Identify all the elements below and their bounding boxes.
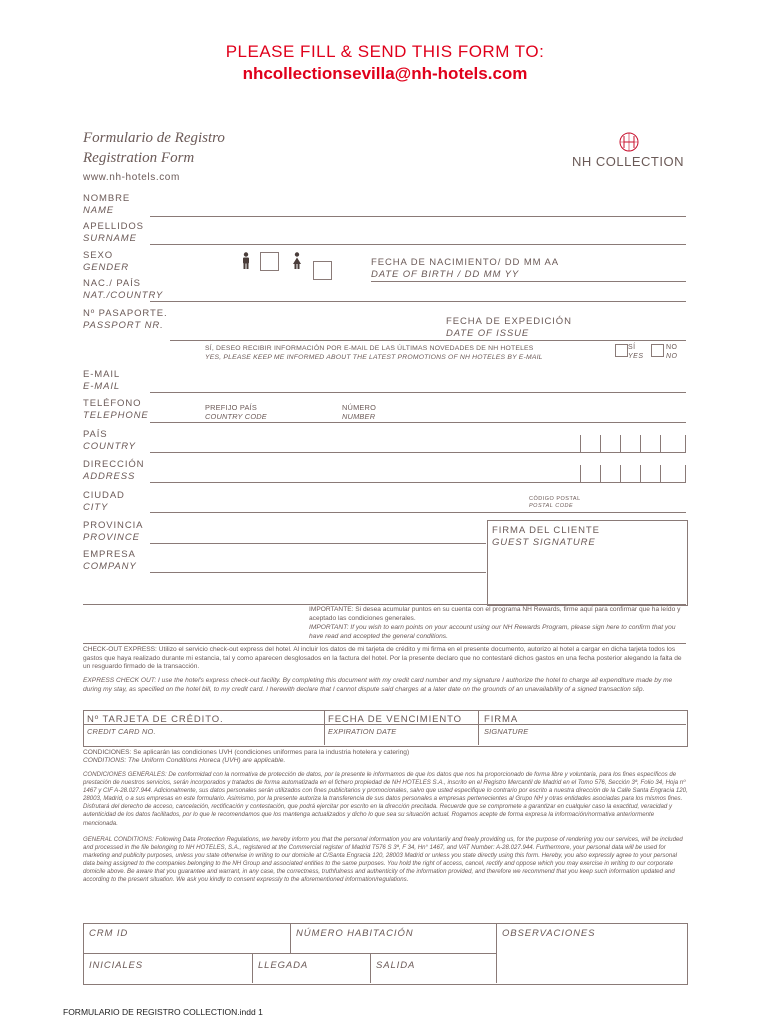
- newsletter-es: SÍ, DESEO RECIBIR INFORMACIÓN POR E-MAIL DE LAS ÚLTIMAS NOVEDADES DE NH HOTELES: [205, 345, 534, 352]
- label-provincia: PROVINCIA: [83, 520, 144, 531]
- newsletter-si: SÍ: [628, 344, 636, 351]
- label-address: ADDRESS: [83, 471, 136, 482]
- label-name: NAME: [83, 205, 115, 216]
- label-date-of-issue: DATE OF ISSUE: [446, 328, 530, 339]
- female-checkbox[interactable]: [313, 261, 332, 280]
- important-es: IMPORTANTE: Si desea acumular puntos en su cuenta con el programa NH Rewards, firme aquí para confirmar que ha leído y aceptado las condiciones generales.: [309, 606, 681, 622]
- newsletter-yes-checkbox[interactable]: [615, 344, 628, 357]
- label-date-of-birth: DATE OF BIRTH / DD MM YY: [371, 269, 520, 280]
- conditions-general-es: CONDICIONES GENERALES: De conformidad con la normativa de protección de datos, por la presente le informamos de que los datos que nos ha proporcionado de forma libre y voluntaria, para los fines específicos de prestación de nuestros servicios, serán incorporados y tratados de forma automatizada en el fichero propiedad de NH HOTELES S.A., inscrito en el Registro Mercantil de Madrid en el Tomo 576, Sección 3ª, Folio 34, Hoja nº 1467 y CIF A-28.027.944. Adicionalmente, sus datos personales serán utilizados con fines publicitarios y promocionales, salvo que usted especifique lo contrario por escrito a nuestra dirección de la Calle Santa Engracia 120, 28003, Madrid, o a sus empresas en este formulario. Asimismo, por la presente autoriza la transferencia de sus datos personales a empresas pertenecientes al Grupo NH y otras entidades asociadas para los mismos fines. Disfrutará del derecho de acceso, cancelación, rectificación y contestación, que podrá ejercitar por escrito en la dirección precitada. Recuerde que se compromete a garantizar en cualquier caso la exactitud, veracidad y autenticidad de los datos facilitados, por lo que le recomendamos que los mantenga actualizados y dicho lo que sea su situación actual. Rogamos acepte de forma expresa la información/normativa anteriormente mencionada.: [83, 771, 688, 827]
- male-icon: [241, 252, 251, 270]
- label-sexo: SEXO: [83, 250, 113, 261]
- label-crm-id: CRM ID: [89, 928, 129, 939]
- label-firma-cliente: FIRMA DEL CLIENTE: [492, 525, 600, 536]
- label-salida: SALIDA: [376, 960, 416, 971]
- label-numero-habitacion: NÚMERO HABITACIÓN: [296, 928, 414, 939]
- expiration-input[interactable]: [325, 733, 477, 744]
- label-telefono: TELÉFONO: [83, 398, 142, 409]
- divider: [290, 923, 291, 953]
- label-country-code: COUNTRY CODE: [205, 412, 267, 421]
- nh-logo-icon: [618, 131, 640, 153]
- newsletter-no-es: NO: [666, 344, 678, 351]
- label-credit-card: CREDIT CARD NO.: [87, 727, 156, 736]
- label-signature: SIGNATURE: [484, 727, 529, 736]
- website: www.nh-hotels.com: [83, 172, 180, 183]
- divider: [83, 604, 686, 605]
- divider: [252, 953, 253, 983]
- surname-field[interactable]: [150, 244, 686, 245]
- label-surname: SURNAME: [83, 233, 137, 244]
- conditions-uvh-en: CONDITIONS: The Uniform Conditions Horeca (UVH) are applicable.: [83, 757, 286, 764]
- label-tarjeta: Nº TARJETA DE CRÉDITO.: [87, 714, 224, 725]
- label-apellidos: APELLIDOS: [83, 221, 144, 232]
- telephone-field[interactable]: [150, 422, 686, 423]
- address-field[interactable]: [150, 482, 686, 483]
- checkout-es: CHECK-OUT EXPRESS: Utilizo el servicio check-out express del hotel. Al incluir los datos de mi tarjeta de crédito y mi firma en el presente documento, autorizo al hotel a cargar en dicha tarjeta todos los gastos que haya realizado durante mi estancia, tal y como aparecen desglosados en la factura del hotel. Por la presente declaro que no contestaré dichos gastos en una fecha posterior alegando la falta de un resguardo firmado de la transacción.: [83, 646, 682, 671]
- province-field[interactable]: [150, 543, 486, 544]
- checkout-en: EXPRESS CHECK OUT: I use the hotel's express check-out facility. By completing this document with my credit card number and my signature I authorize the hotel to charge all expenditure made by me during my stay, as specified on the hotel bill, to my credit card. I herewith declare that I cannot dispute said charges at a later date on the grounds of an unavailability of a signed transaction slip.: [83, 677, 673, 693]
- send-email: nhcollectionsevilla@nh-hotels.com: [242, 64, 528, 83]
- conditions-uvh-es: CONDICIONES: Se aplicarán las condiciones UVH (condiciones uniformes para la industria hotelera y catering): [83, 749, 410, 756]
- label-passport: PASSPORT NR.: [83, 320, 164, 331]
- credit-card-input[interactable]: [84, 733, 323, 744]
- label-province: PROVINCE: [83, 532, 140, 543]
- conditions-general-en: GENERAL CONDITIONS: Following Data Protection Regulations, we hereby inform you that the personal information you are voluntarily and freely providing us, for the purpose of rendering you our services, will be included and processed in the file belonging to NH HOTELES, S.A., registered at the Commercial register of Madrid T576 S 3ª, F 34, Hn° 1467, and VAT Number: A-28.027.944. Furthermore, your personal data will be used for marketing and publicity purposes, unless you state otherwise in writing to our domicile at C/Santa Engracia 120, 28003 Madrid or unless you state directly using this form. Hereby, you also expressly agree to your personal data being assigned to the companies belonging to the NH Group and associated entities to the same purposes. You hold the right of access, cancel, rectify and oppose which you may exercise in writing to our corporate domicile above. Be aware that you guarantee and warrant, in any case, the correctness, truthfulness and authenticity of the information provided, and therefore we recommend that you keep such information updated and according to the present situation. We ask you kindly to consent expressly to the aforementioned information/regulations.: [83, 836, 683, 884]
- card-signature-input[interactable]: [479, 733, 685, 744]
- divider: [370, 953, 371, 983]
- important-en: IMPORTANT: If you wish to earn points on your account using our NH Rewards Program, please sign here to confirm that you have read and accepted the general conditions.: [309, 624, 676, 640]
- date-of-birth-field[interactable]: [371, 281, 686, 282]
- country-field[interactable]: [150, 452, 686, 453]
- label-number: NUMBER: [342, 412, 376, 421]
- label-postal-code: POSTAL CODE: [529, 503, 574, 509]
- company-field[interactable]: [150, 572, 486, 573]
- city-field[interactable]: [150, 512, 686, 513]
- form-title-en: Registration Form: [83, 150, 195, 166]
- send-instructions: PLEASE FILL & SEND THIS FORM TO:: [225, 42, 545, 61]
- male-checkbox[interactable]: [260, 252, 279, 271]
- label-email-es: E-MAIL: [83, 369, 121, 380]
- label-llegada: LLEGADA: [258, 960, 309, 971]
- divider: [83, 643, 686, 644]
- label-telephone: TELEPHONE: [83, 410, 149, 421]
- name-field[interactable]: [150, 216, 686, 217]
- newsletter-no-en: NO: [666, 353, 678, 360]
- label-empresa: EMPRESA: [83, 549, 136, 560]
- label-company: COMPANY: [83, 561, 137, 572]
- newsletter-yes: YES: [628, 353, 644, 360]
- label-nat-country: NAT./COUNTRY: [83, 290, 164, 301]
- label-pais: PAÍS: [83, 429, 108, 440]
- label-vencimiento: FECHA DE VENCIMIENTO: [328, 714, 462, 725]
- label-iniciales: INICIALES: [89, 960, 144, 971]
- label-codigo-postal: CÓDIGO POSTAL: [529, 496, 581, 502]
- label-firma: FIRMA: [484, 714, 519, 725]
- divider: [83, 953, 496, 954]
- label-pasaporte: Nº PASAPORTE.: [83, 308, 168, 319]
- label-nombre: NOMBRE: [83, 193, 131, 204]
- nationality-field[interactable]: [150, 301, 686, 302]
- label-city: CITY: [83, 502, 109, 513]
- label-guest-signature: GUEST SIGNATURE: [492, 537, 596, 548]
- label-nac-pais: NAC./ PAÍS: [83, 278, 141, 289]
- form-title-es: Formulario de Registro: [83, 130, 225, 146]
- passport-field[interactable]: [170, 340, 686, 341]
- label-expedicion: FECHA DE EXPEDICIÓN: [446, 316, 572, 327]
- label-country: COUNTRY: [83, 441, 136, 452]
- newsletter-no-checkbox[interactable]: [651, 344, 664, 357]
- newsletter-en: YES, PLEASE KEEP ME INFORMED ABOUT THE LATEST PROMOTIONS OF NH HOTELES BY E-MAIL: [205, 354, 543, 361]
- label-numero: NÚMERO: [342, 403, 377, 412]
- label-observaciones: OBSERVACIONES: [502, 928, 596, 939]
- label-gender: GENDER: [83, 262, 130, 273]
- divider: [496, 923, 497, 983]
- label-prefijo: PREFIJO PAÍS: [205, 403, 257, 412]
- label-direccion: DIRECCIÓN: [83, 459, 145, 470]
- label-nacimiento: FECHA DE NACIMIENTO/ DD MM AA: [371, 257, 559, 268]
- label-ciudad: CIUDAD: [83, 490, 125, 501]
- female-icon: [292, 252, 302, 270]
- label-expiration-date: EXPIRATION DATE: [328, 727, 397, 736]
- label-email-en: E-MAIL: [83, 381, 121, 392]
- email-field[interactable]: [150, 392, 686, 393]
- logo-text: NH COLLECTION: [572, 154, 684, 169]
- footer-filename: FORMULARIO DE REGISTRO COLLECTION.indd 1: [63, 1007, 263, 1017]
